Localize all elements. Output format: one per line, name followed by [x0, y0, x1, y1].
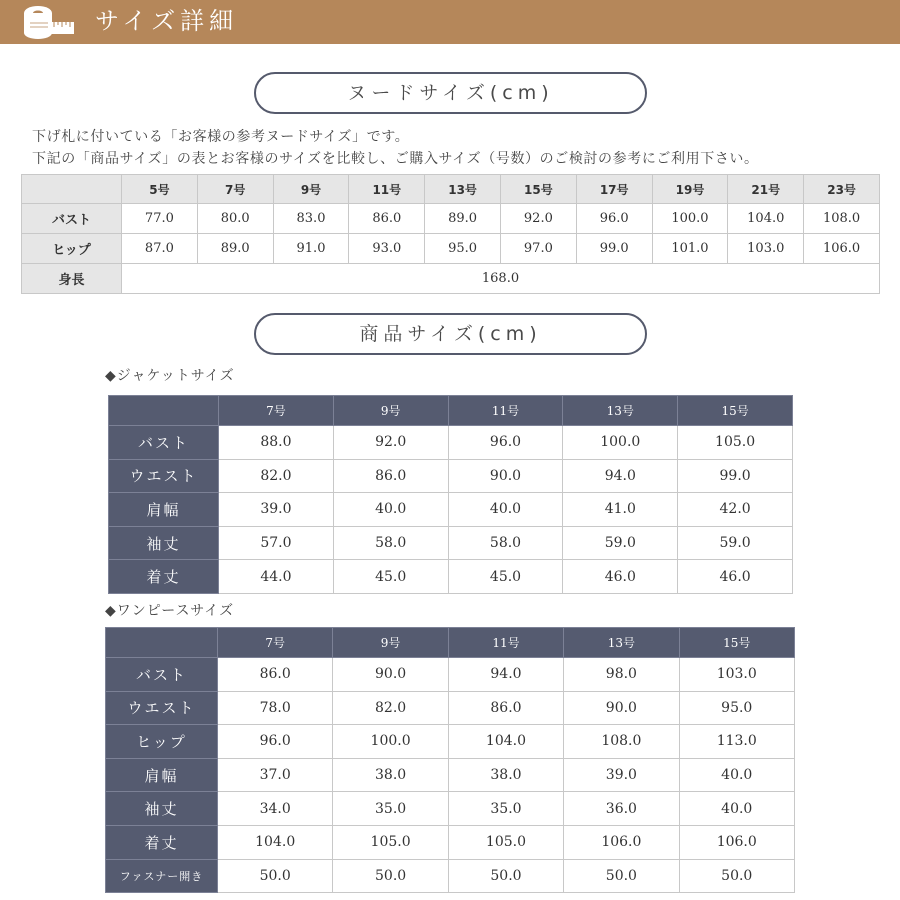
nude-size-intro — [32, 126, 759, 170]
table-cell: 78.0 — [218, 691, 333, 725]
row-label: バスト — [106, 658, 218, 692]
table-row — [106, 725, 795, 759]
table-cell: 46.0 — [678, 560, 793, 594]
table-cell: 45.0 — [333, 560, 448, 594]
measuring-tape-icon — [20, 3, 76, 41]
table-cell: 94.0 — [563, 459, 678, 493]
table-cell: 97.0 — [500, 234, 576, 264]
table-cell: 50.0 — [333, 859, 448, 893]
size-header: 21号 — [728, 175, 804, 204]
size-header: 15号 — [500, 175, 576, 204]
table-row — [22, 204, 880, 234]
table-cell: 57.0 — [219, 526, 334, 560]
table-cell: 59.0 — [678, 526, 793, 560]
jacket-size-table — [108, 395, 793, 594]
table-cell: 90.0 — [333, 658, 448, 692]
table-cell: 82.0 — [219, 459, 334, 493]
table-row-height — [22, 264, 880, 294]
table-row — [106, 859, 795, 893]
table-cell: 59.0 — [563, 526, 678, 560]
table-cell: 101.0 — [652, 234, 728, 264]
corner-cell — [106, 628, 218, 658]
table-cell: 37.0 — [218, 758, 333, 792]
row-label: 着丈 — [109, 560, 219, 594]
table-cell: 86.0 — [218, 658, 333, 692]
table-cell: 104.0 — [218, 825, 333, 859]
table-cell: 86.0 — [349, 204, 425, 234]
table-cell: 100.0 — [563, 426, 678, 460]
intro-line-2: 下記の「商品サイズ」の表とお客様のサイズを比較し、ご購入サイズ（号数）のご検討の参考にご利用下さい。 — [32, 151, 759, 167]
table-cell: 95.0 — [679, 691, 794, 725]
table-cell: 93.0 — [349, 234, 425, 264]
dress-size-subtitle: ◆ワンピースサイズ — [105, 603, 235, 619]
table-cell: 108.0 — [564, 725, 679, 759]
corner-cell — [22, 175, 122, 204]
table-row — [106, 691, 795, 725]
table-cell: 105.0 — [448, 825, 563, 859]
table-cell: 88.0 — [219, 426, 334, 460]
table-row — [109, 426, 793, 460]
table-row — [106, 792, 795, 826]
size-header: 7号 — [197, 175, 273, 204]
row-label: 袖丈 — [109, 526, 219, 560]
product-size-heading: 商品サイズ(cm) — [254, 313, 647, 355]
row-label: バスト — [22, 204, 122, 234]
size-header: 15号 — [678, 396, 793, 426]
size-header: 13号 — [563, 396, 678, 426]
table-cell: 91.0 — [273, 234, 349, 264]
table-row — [109, 526, 793, 560]
table-cell: 35.0 — [333, 792, 448, 826]
table-header-row — [109, 396, 793, 426]
row-label: ウエスト — [109, 459, 219, 493]
table-cell: 99.0 — [576, 234, 652, 264]
size-header: 17号 — [576, 175, 652, 204]
row-label: ヒップ — [106, 725, 218, 759]
table-cell: 92.0 — [500, 204, 576, 234]
table-cell: 94.0 — [448, 658, 563, 692]
table-cell: 38.0 — [448, 758, 563, 792]
size-header: 5号 — [122, 175, 198, 204]
size-header: 9号 — [333, 628, 448, 658]
size-header: 7号 — [218, 628, 333, 658]
table-cell: 40.0 — [333, 493, 448, 527]
size-header: 15号 — [679, 628, 794, 658]
table-cell: 87.0 — [122, 234, 198, 264]
table-cell: 96.0 — [576, 204, 652, 234]
table-row — [109, 560, 793, 594]
table-row — [109, 493, 793, 527]
table-cell: 80.0 — [197, 204, 273, 234]
table-row — [22, 234, 880, 264]
table-cell: 38.0 — [333, 758, 448, 792]
row-label: 肩幅 — [109, 493, 219, 527]
table-header-row — [106, 628, 795, 658]
table-cell: 104.0 — [448, 725, 563, 759]
size-header: 7号 — [219, 396, 334, 426]
size-header: 11号 — [448, 628, 563, 658]
table-cell: 106.0 — [564, 825, 679, 859]
table-cell: 108.0 — [804, 204, 880, 234]
table-cell: 46.0 — [563, 560, 678, 594]
table-cell: 86.0 — [448, 691, 563, 725]
table-cell: 50.0 — [679, 859, 794, 893]
table-cell: 96.0 — [218, 725, 333, 759]
table-cell: 92.0 — [333, 426, 448, 460]
size-header: 23号 — [804, 175, 880, 204]
height-value-cell: 168.0 — [122, 264, 880, 294]
size-header: 11号 — [349, 175, 425, 204]
table-cell: 40.0 — [679, 758, 794, 792]
table-cell: 98.0 — [564, 658, 679, 692]
table-cell: 50.0 — [564, 859, 679, 893]
table-cell: 99.0 — [678, 459, 793, 493]
table-cell: 41.0 — [563, 493, 678, 527]
table-cell: 34.0 — [218, 792, 333, 826]
row-label: 肩幅 — [106, 758, 218, 792]
table-cell: 45.0 — [448, 560, 563, 594]
table-cell: 35.0 — [448, 792, 563, 826]
size-header: 13号 — [425, 175, 501, 204]
table-cell: 58.0 — [448, 526, 563, 560]
table-cell: 100.0 — [333, 725, 448, 759]
table-cell: 103.0 — [679, 658, 794, 692]
table-cell: 106.0 — [679, 825, 794, 859]
row-label: 着丈 — [106, 825, 218, 859]
intro-line-1: 下げ札に付いている「お客様の参考ヌードサイズ」です。 — [32, 129, 410, 145]
table-cell: 104.0 — [728, 204, 804, 234]
page-title: サイズ詳細 — [95, 7, 239, 35]
table-row — [109, 459, 793, 493]
table-cell: 42.0 — [678, 493, 793, 527]
table-cell: 103.0 — [728, 234, 804, 264]
corner-cell — [109, 396, 219, 426]
table-cell: 82.0 — [333, 691, 448, 725]
row-label: 袖丈 — [106, 792, 218, 826]
size-header: 9号 — [333, 396, 448, 426]
size-header: 19号 — [652, 175, 728, 204]
table-cell: 86.0 — [333, 459, 448, 493]
nude-size-heading: ヌードサイズ(cm) — [254, 72, 647, 114]
dress-size-table — [105, 627, 795, 893]
table-row — [106, 825, 795, 859]
table-cell: 113.0 — [679, 725, 794, 759]
table-cell: 83.0 — [273, 204, 349, 234]
jacket-size-subtitle: ◆ジャケットサイズ — [105, 368, 235, 384]
table-cell: 96.0 — [448, 426, 563, 460]
table-cell: 89.0 — [425, 204, 501, 234]
table-cell: 105.0 — [333, 825, 448, 859]
table-cell: 106.0 — [804, 234, 880, 264]
table-cell: 90.0 — [564, 691, 679, 725]
table-row — [106, 658, 795, 692]
table-cell: 105.0 — [678, 426, 793, 460]
table-cell: 39.0 — [564, 758, 679, 792]
size-header: 11号 — [448, 396, 563, 426]
table-cell: 90.0 — [448, 459, 563, 493]
row-label: ヒップ — [22, 234, 122, 264]
nude-size-table — [21, 174, 880, 294]
table-cell: 100.0 — [652, 204, 728, 234]
size-header: 9号 — [273, 175, 349, 204]
table-cell: 40.0 — [448, 493, 563, 527]
row-label: 身長 — [22, 264, 122, 294]
row-label: ファスナー開き — [106, 859, 218, 893]
table-cell: 89.0 — [197, 234, 273, 264]
size-header: 13号 — [564, 628, 679, 658]
table-cell: 77.0 — [122, 204, 198, 234]
table-cell: 40.0 — [679, 792, 794, 826]
table-header-row — [22, 175, 880, 204]
table-cell: 50.0 — [448, 859, 563, 893]
table-cell: 50.0 — [218, 859, 333, 893]
table-cell: 44.0 — [219, 560, 334, 594]
table-cell: 36.0 — [564, 792, 679, 826]
table-row — [106, 758, 795, 792]
row-label: ウエスト — [106, 691, 218, 725]
page-header — [0, 0, 900, 44]
row-label: バスト — [109, 426, 219, 460]
table-cell: 95.0 — [425, 234, 501, 264]
table-cell: 39.0 — [219, 493, 334, 527]
table-cell: 58.0 — [333, 526, 448, 560]
